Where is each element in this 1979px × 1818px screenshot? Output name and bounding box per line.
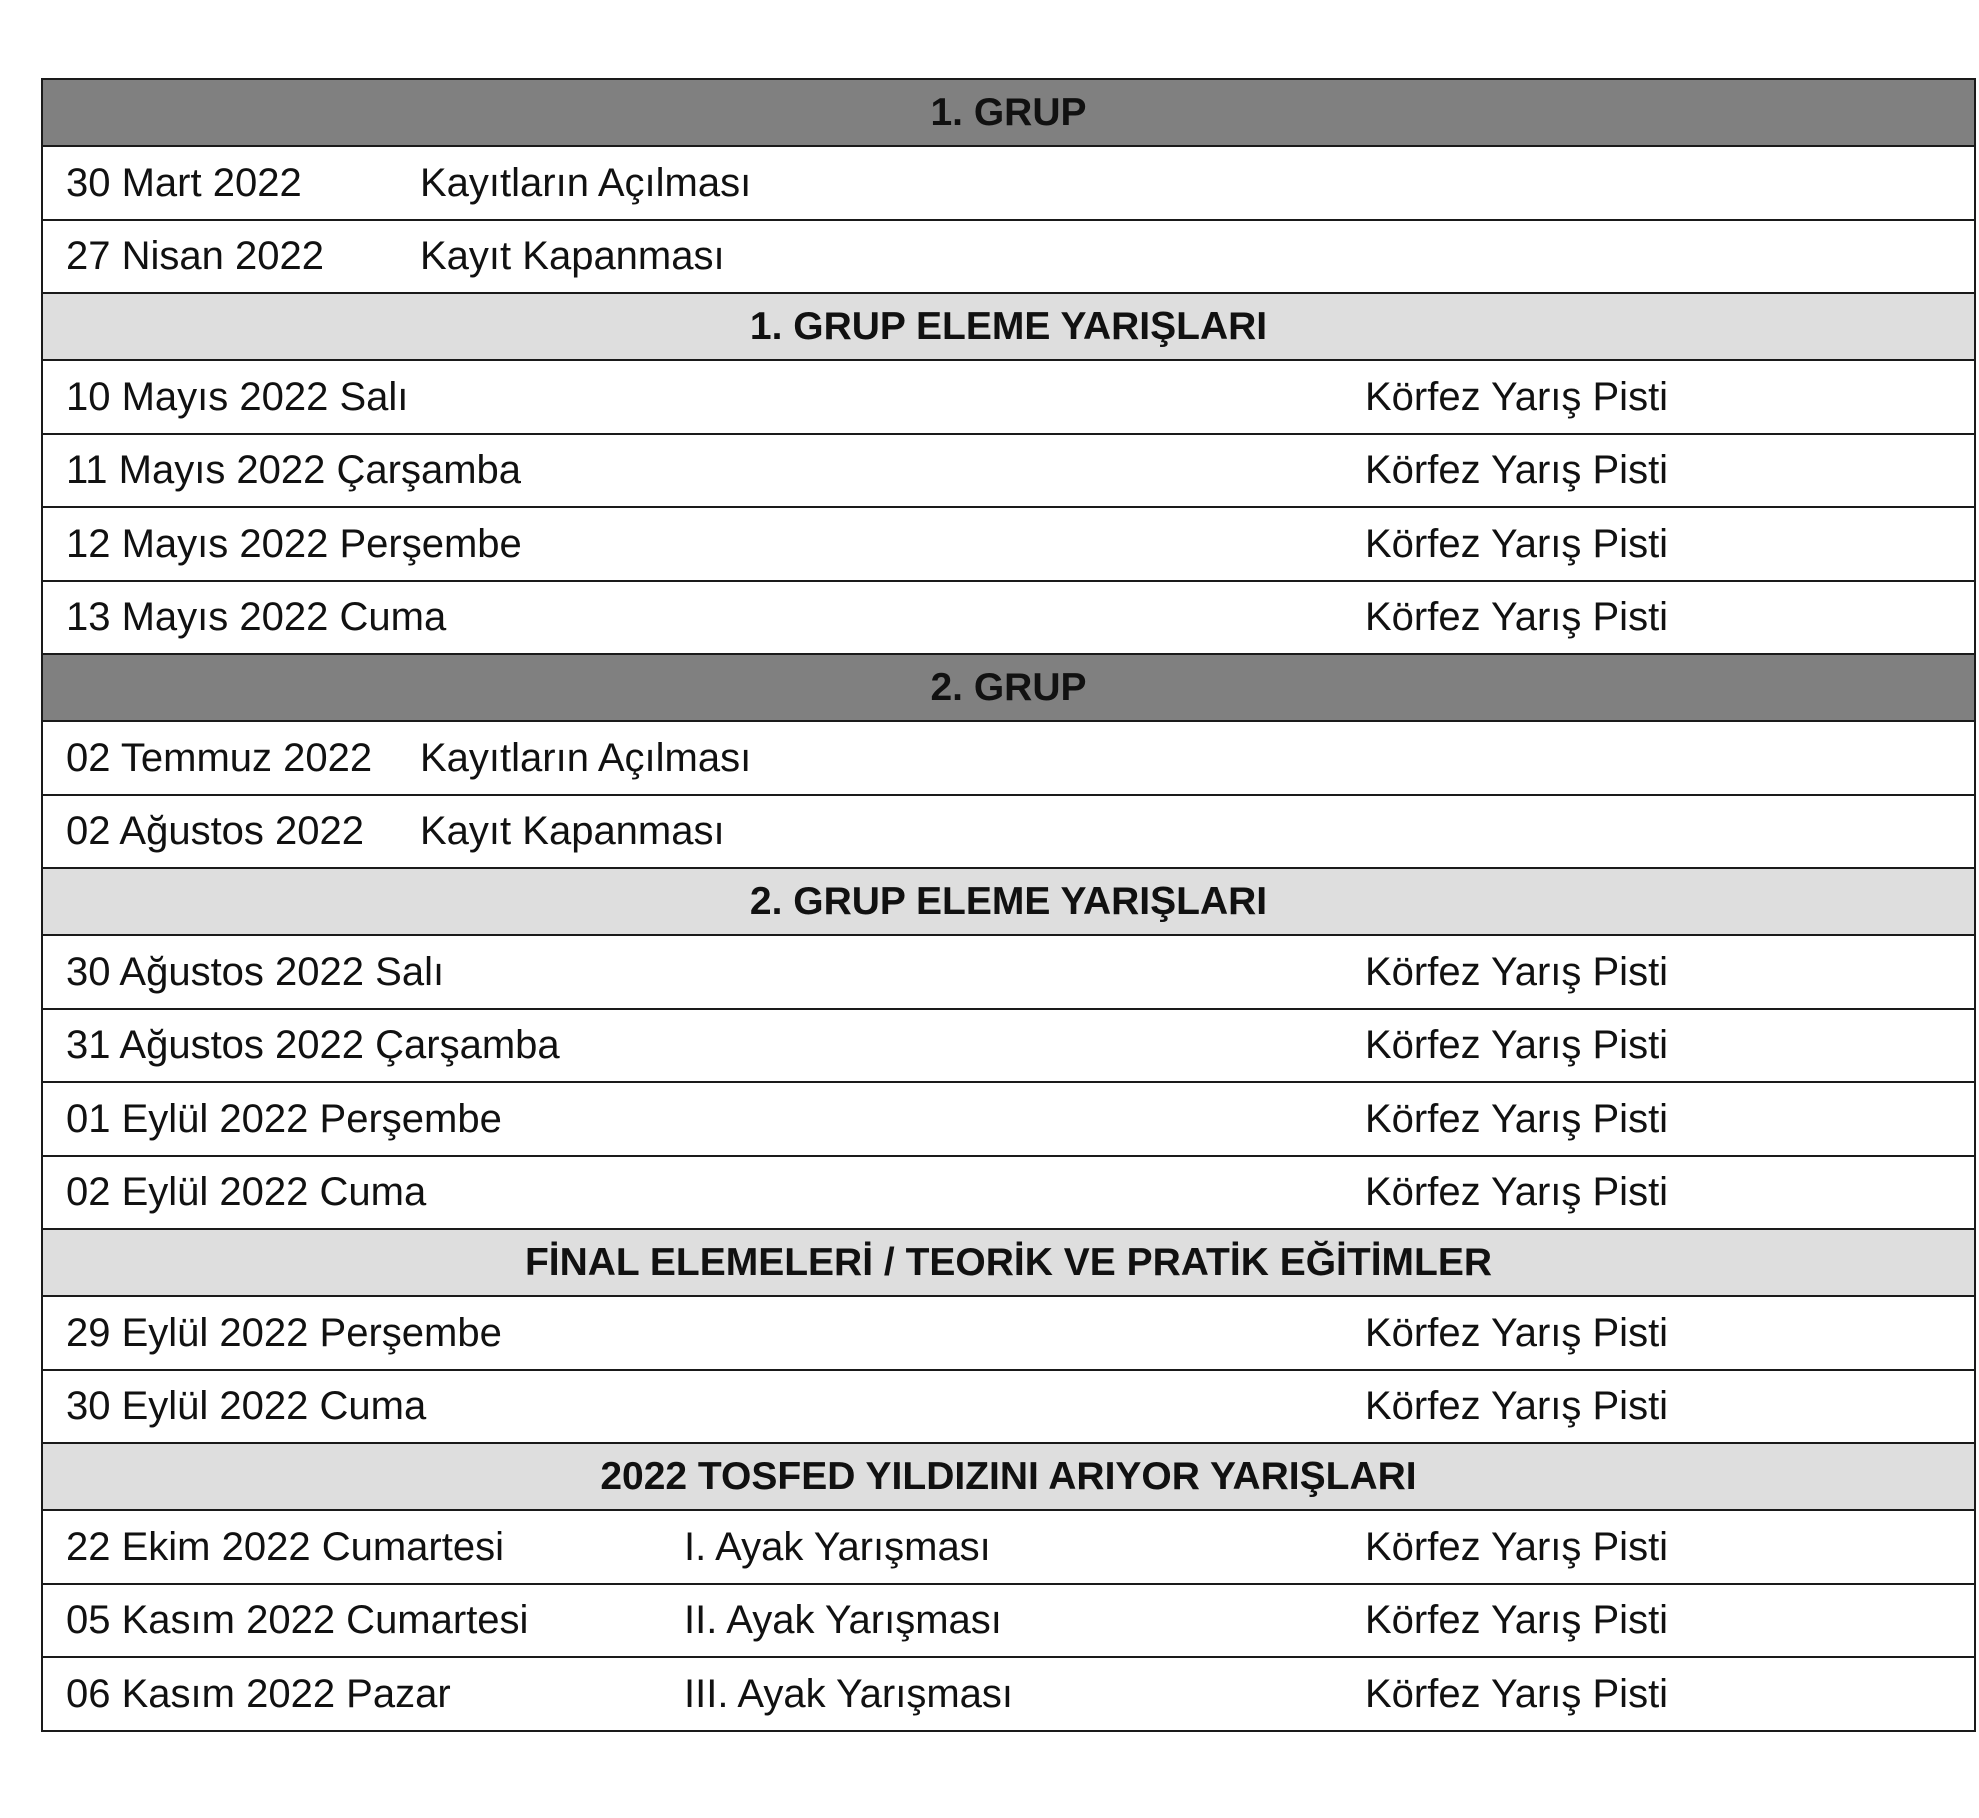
table-row xyxy=(43,221,1974,295)
table-row xyxy=(43,796,1974,870)
date-cell: 30 Ağustos 2022 Salı xyxy=(66,949,445,994)
stage-cell: III. Ayak Yarışması xyxy=(684,1671,1014,1716)
table-row xyxy=(43,1157,1974,1231)
date-cell: 30 Eylül 2022 Cuma xyxy=(66,1384,427,1429)
section-header: 2022 TOSFED YILDIZINI ARIYOR YARIŞLARI xyxy=(43,1444,1974,1511)
section-header: 2. GRUP xyxy=(43,655,1974,722)
date-cell: 10 Mayıs 2022 Salı xyxy=(66,374,409,419)
venue-cell: Körfez Yarış Pisti xyxy=(1365,521,1669,566)
event-cell: Kayıt Kapanması xyxy=(420,809,725,854)
event-cell: Kayıtların Açılması xyxy=(420,735,752,780)
event-cell: Kayıtların Açılması xyxy=(420,160,752,205)
date-cell: 02 Ağustos 2022 xyxy=(66,809,365,854)
table-row xyxy=(43,435,1974,509)
date-cell: 06 Kasım 2022 Pazar xyxy=(66,1671,451,1716)
table-row xyxy=(43,1371,1974,1445)
venue-cell: Körfez Yarış Pisti xyxy=(1365,448,1669,493)
venue-cell: Körfez Yarış Pisti xyxy=(1365,1023,1669,1068)
date-cell: 11 Mayıs 2022 Çarşamba xyxy=(66,448,522,493)
table-row xyxy=(43,1083,1974,1157)
date-cell: 01 Eylül 2022 Perşembe xyxy=(66,1096,502,1141)
venue-cell: Körfez Yarış Pisti xyxy=(1365,1524,1669,1569)
venue-cell: Körfez Yarış Pisti xyxy=(1365,1310,1669,1355)
venue-cell: Körfez Yarış Pisti xyxy=(1365,1384,1669,1429)
venue-cell: Körfez Yarış Pisti xyxy=(1365,595,1669,640)
date-cell: 02 Eylül 2022 Cuma xyxy=(66,1170,427,1215)
venue-cell: Körfez Yarış Pisti xyxy=(1365,949,1669,994)
date-cell: 27 Nisan 2022 xyxy=(66,234,324,279)
table-row xyxy=(43,508,1974,582)
date-cell: 12 Mayıs 2022 Perşembe xyxy=(66,521,522,566)
table-row xyxy=(43,361,1974,435)
stage-cell: I. Ayak Yarışması xyxy=(684,1524,991,1569)
venue-cell: Körfez Yarış Pisti xyxy=(1365,1598,1669,1643)
table-row xyxy=(43,1658,1974,1732)
date-cell: 13 Mayıs 2022 Cuma xyxy=(66,595,447,640)
race-schedule-table xyxy=(41,78,1976,1732)
date-cell: 05 Kasım 2022 Cumartesi xyxy=(66,1598,529,1643)
table-row xyxy=(43,1585,1974,1659)
venue-cell: Körfez Yarış Pisti xyxy=(1365,1671,1669,1716)
section-header: 1. GRUP ELEME YARIŞLARI xyxy=(43,294,1974,361)
table-row xyxy=(43,936,1974,1010)
venue-cell: Körfez Yarış Pisti xyxy=(1365,1096,1669,1141)
section-header: 1. GRUP xyxy=(43,80,1974,147)
date-cell: 30 Mart 2022 xyxy=(66,160,302,205)
table-row xyxy=(43,1010,1974,1084)
date-cell: 02 Temmuz 2022 xyxy=(66,735,373,780)
date-cell: 31 Ağustos 2022 Çarşamba xyxy=(66,1023,560,1068)
table-row xyxy=(43,1297,1974,1371)
event-cell: Kayıt Kapanması xyxy=(420,234,725,279)
section-header: FİNAL ELEMELERİ / TEORİK VE PRATİK EĞİTİMLER xyxy=(43,1230,1974,1297)
stage-cell: II. Ayak Yarışması xyxy=(684,1598,1002,1643)
table-row xyxy=(43,147,1974,221)
date-cell: 22 Ekim 2022 Cumartesi xyxy=(66,1524,504,1569)
table-row xyxy=(43,722,1974,796)
table-row xyxy=(43,1511,1974,1585)
section-header: 2. GRUP ELEME YARIŞLARI xyxy=(43,869,1974,936)
table-row xyxy=(43,582,1974,656)
venue-cell: Körfez Yarış Pisti xyxy=(1365,1170,1669,1215)
venue-cell: Körfez Yarış Pisti xyxy=(1365,374,1669,419)
date-cell: 29 Eylül 2022 Perşembe xyxy=(66,1310,502,1355)
